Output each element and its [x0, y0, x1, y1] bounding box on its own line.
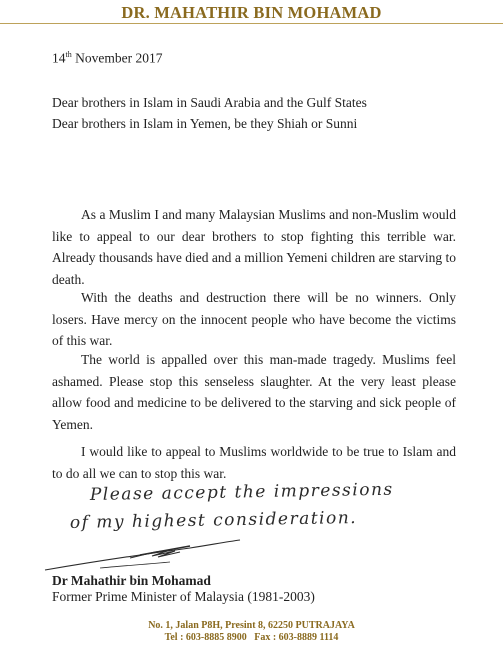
- body-paragraph-4: I would like to appeal to Muslims worldwide to be true to Islam and to do all we can to stop this war.: [52, 444, 456, 481]
- body-paragraph-2: With the deaths and destruction there will be no winners. Only losers. Have mercy on the innocent people who have become the victims of this war.: [52, 290, 456, 349]
- date-day: 14: [52, 50, 66, 66]
- letter-date: [52, 50, 162, 67]
- body-paragraph-1: As a Muslim I and many Malaysian Muslims and non-Muslim would like to appeal to our dear brothers to stop fighting this terrible war. Already thousands have died and a million Yemeni children are starving to death.: [52, 207, 456, 287]
- date-rest: November 2017: [71, 50, 163, 66]
- footer-address: No. 1, Jalan P8H, Presint 8, 62250 PUTRAJAYA: [148, 620, 355, 631]
- letterhead-divider: [0, 23, 503, 24]
- body-paragraph-3: The world is appalled over this man-made tragedy. Muslims feel ashamed. Please stop this senseless slaughter. At the very least please allow food and medicine to be delivered to the starving and sick people of Yemen.: [52, 352, 456, 432]
- salutation-line-1: Dear brothers in Islam in Saudi Arabia and the Gulf States: [52, 95, 367, 110]
- date-suffix: th: [65, 50, 72, 59]
- letterhead-title: DR. MAHATHIR BIN MOHAMAD: [121, 3, 382, 22]
- salutation: [52, 92, 472, 134]
- footer-contact: Tel : 603-8885 8900 Fax : 603-8889 1114: [164, 632, 339, 643]
- signer-role: Former Prime Minister of Malaysia (1981-2003): [52, 589, 315, 604]
- handwritten-line-2: of my highest consideration.: [70, 507, 358, 533]
- signer-name: Dr Mahathir bin Mohamad: [52, 573, 211, 588]
- handwritten-line-1: Please accept the impressions: [89, 479, 394, 505]
- salutation-line-2: Dear brothers in Islam in Yemen, be they Shiah or Sunni: [52, 116, 358, 131]
